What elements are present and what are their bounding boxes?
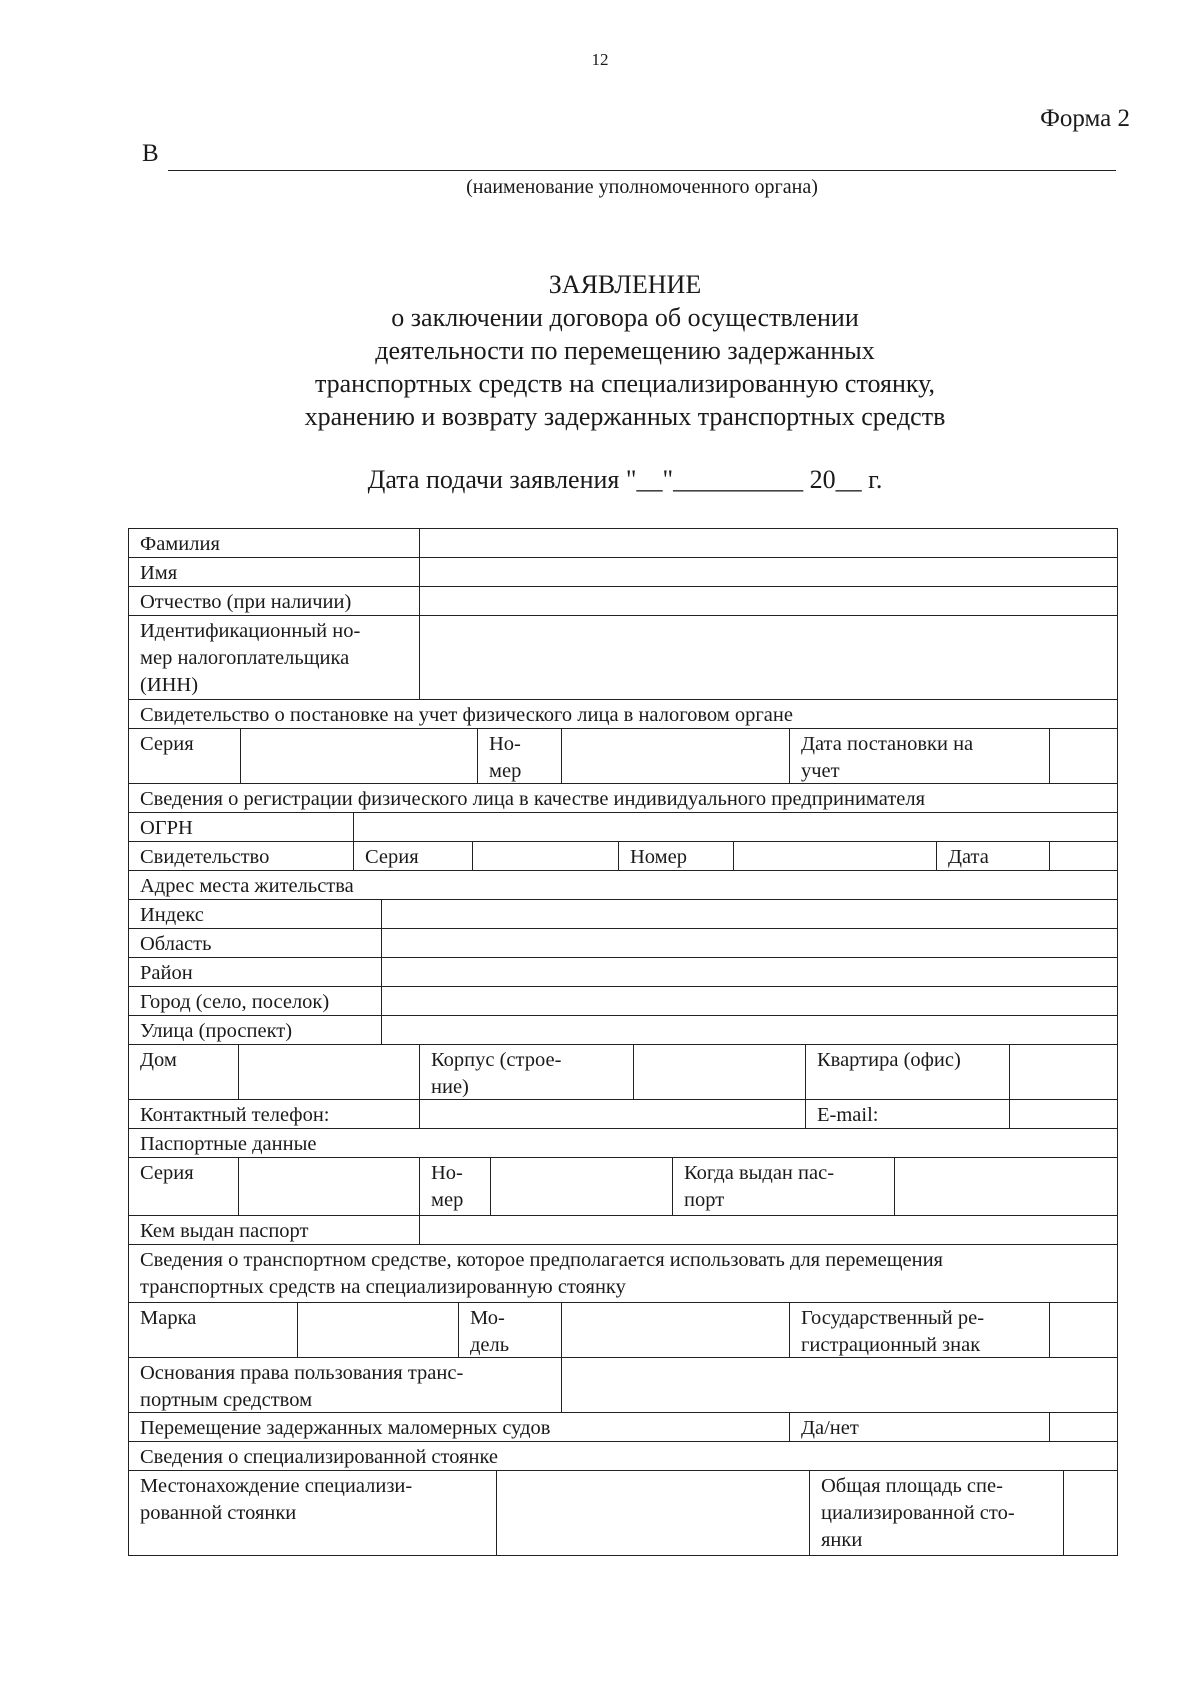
recipient-prefix: В [142, 140, 159, 167]
field-district[interactable] [381, 958, 1119, 986]
section-vehicle: Сведения о транспортном средстве, которое предполагается использовать для перемещения транспортных средств на специализированную стоянку [140, 1249, 943, 1298]
field-street[interactable] [381, 1016, 1119, 1044]
label-parking-location: Местонахождение специализи- рованной стоянки [140, 1475, 413, 1524]
label-ip-date: Дата [936, 842, 1049, 870]
section-address: Адрес места жительства [140, 875, 354, 897]
field-phone[interactable] [419, 1100, 805, 1128]
form-row [128, 1215, 1118, 1244]
title-heading: ЗАЯВЛЕНИЕ [548, 270, 702, 299]
field-city[interactable] [381, 987, 1119, 1015]
field-apartment[interactable] [1009, 1045, 1119, 1099]
section-tax-certificate: Свидетельство о постановке на учет физического лица в налоговом органе [140, 704, 793, 726]
label-name: Имя [140, 562, 178, 584]
form-row [128, 1357, 1118, 1412]
label-index: Индекс [140, 904, 204, 926]
form-row [128, 870, 1118, 899]
label-house: Дом [140, 1049, 177, 1071]
form-row [128, 586, 1118, 615]
label-tax-number: Но- мер [477, 729, 561, 783]
field-inn[interactable] [419, 616, 1119, 699]
field-name[interactable] [419, 558, 1119, 586]
field-parking-area[interactable] [1063, 1471, 1119, 1555]
form-row [128, 841, 1118, 870]
label-tax-series: Серия [140, 733, 194, 755]
label-city: Город (село, поселок) [140, 991, 330, 1013]
field-building[interactable] [633, 1045, 805, 1099]
label-ip-series: Серия [353, 842, 472, 870]
field-ip-date[interactable] [1049, 842, 1119, 870]
title-line: деятельности по перемещению задержанных [375, 336, 875, 365]
form-row [128, 1044, 1118, 1099]
label-ip-certificate: Свидетельство [140, 846, 270, 868]
field-vehicle-model[interactable] [561, 1303, 789, 1357]
form-row [128, 699, 1118, 728]
label-street: Улица (проспект) [140, 1020, 293, 1042]
section-parking: Сведения о специализированной стоянке [140, 1446, 499, 1468]
field-passport-number[interactable] [490, 1158, 672, 1215]
field-vehicle-make[interactable] [297, 1303, 458, 1357]
form-row [128, 986, 1118, 1015]
field-boats[interactable] [1049, 1413, 1119, 1441]
label-district: Район [140, 962, 193, 984]
label-boats: Перемещение задержанных маломерных судов [140, 1417, 551, 1439]
form-row [128, 1412, 1118, 1441]
label-vehicle-plate: Государственный ре- гистрационный знак [789, 1303, 1049, 1357]
label-passport-series: Серия [140, 1162, 194, 1184]
title-line: о заключении договора об осуществлении [391, 303, 859, 332]
label-parking-area: Общая площадь спе- циализированной сто- янки [809, 1471, 1063, 1555]
form-row [128, 899, 1118, 928]
field-index[interactable] [381, 900, 1119, 928]
label-tax-date: Дата постановки на учет [789, 729, 1049, 783]
field-passport-issued-by[interactable] [419, 1216, 1119, 1244]
field-region[interactable] [381, 929, 1119, 957]
form-row [128, 1157, 1118, 1215]
form-label: Форма 2 [1040, 105, 1130, 132]
title-line: транспортных средств на специализированную стоянку, [314, 369, 936, 398]
label-ip-number: Номер [618, 842, 733, 870]
title-line: хранению и возврату задержанных транспортных средств [304, 402, 946, 431]
field-house[interactable] [238, 1045, 419, 1099]
form-row [128, 557, 1118, 586]
field-ip-number[interactable] [733, 842, 936, 870]
label-apartment: Квартира (офис) [805, 1045, 1009, 1099]
document-title [0, 268, 1200, 433]
field-tax-date[interactable] [1049, 729, 1119, 783]
form-row [128, 957, 1118, 986]
field-ip-series[interactable] [472, 842, 618, 870]
label-vehicle-rights: Основания права пользования транс- портным средством [140, 1362, 464, 1411]
form-row [128, 1470, 1118, 1556]
field-passport-issue-date[interactable] [894, 1158, 1119, 1215]
application-form-table [128, 528, 1118, 1562]
form-row [128, 928, 1118, 957]
form-row [128, 1015, 1118, 1044]
section-ip-registration: Сведения о регистрации физического лица в качестве индивидуального предпринимателя [140, 788, 926, 810]
submission-date-line: Дата подачи заявления "__"__________ 20__ г. [367, 465, 883, 494]
form-row [128, 1302, 1118, 1357]
label-passport-issued-by: Кем выдан паспорт [140, 1220, 309, 1242]
field-parking-location[interactable] [496, 1471, 809, 1555]
label-vehicle-model: Мо- дель [458, 1303, 561, 1357]
section-passport: Паспортные данные [140, 1133, 317, 1155]
label-yes-no: Да/нет [789, 1413, 1049, 1441]
field-tax-number[interactable] [561, 729, 789, 783]
form-row [128, 783, 1118, 812]
label-building: Корпус (строе- ние) [419, 1045, 633, 1099]
form-row [128, 728, 1118, 783]
recipient-caption: (наименование уполномоченного органа) [466, 176, 818, 198]
field-passport-series[interactable] [238, 1158, 419, 1215]
label-phone: Контактный телефон: [140, 1104, 330, 1126]
field-ogrn[interactable] [353, 813, 1119, 841]
label-patronymic: Отчество (при наличии) [140, 591, 352, 613]
form-row [128, 1099, 1118, 1128]
field-vehicle-plate[interactable] [1049, 1303, 1119, 1357]
form-row [128, 812, 1118, 841]
form-row [128, 1128, 1118, 1157]
label-passport-issue-date: Когда выдан пас- порт [672, 1158, 894, 1215]
label-ogrn: ОГРН [140, 817, 193, 839]
label-surname: Фамилия [140, 533, 220, 555]
recipient-input-line[interactable] [168, 170, 1116, 171]
label-email: E-mail: [805, 1100, 1009, 1128]
label-passport-number: Но- мер [419, 1158, 490, 1215]
form-row [128, 1441, 1118, 1470]
page-number: 12 [591, 50, 609, 69]
field-tax-series[interactable] [240, 729, 477, 783]
form-row [128, 615, 1118, 699]
field-vehicle-rights[interactable] [561, 1358, 1119, 1412]
label-inn: Идентификационный но- мер налогоплательщика (ИНН) [140, 620, 361, 696]
field-patronymic[interactable] [419, 587, 1119, 615]
label-vehicle-make: Марка [140, 1307, 197, 1329]
label-region: Область [140, 933, 212, 955]
form-row [128, 528, 1118, 557]
field-email[interactable] [1009, 1100, 1119, 1128]
field-surname[interactable] [419, 529, 1119, 557]
form-row [128, 1244, 1118, 1302]
